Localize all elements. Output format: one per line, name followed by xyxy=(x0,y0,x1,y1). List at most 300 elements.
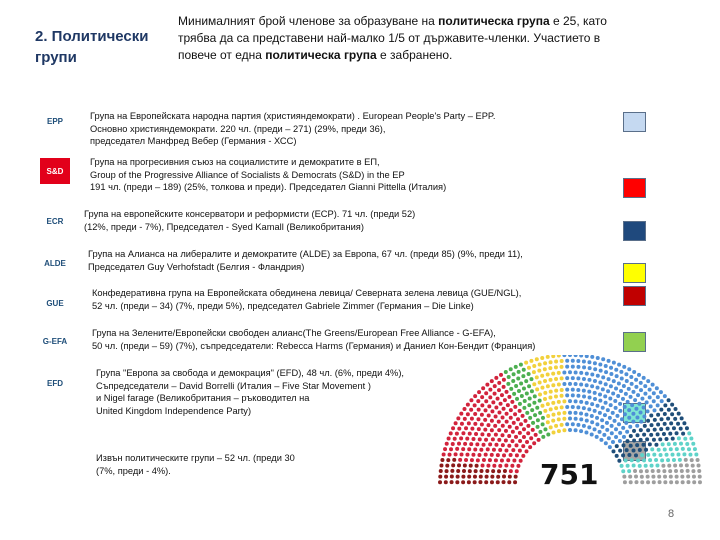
seat-dot-ALDE xyxy=(546,355,550,359)
seat-dot-NI xyxy=(697,469,701,473)
seat-dot-ECR xyxy=(638,448,642,452)
seat-dot-SD xyxy=(459,436,463,440)
seat-dot-EPP xyxy=(639,388,643,392)
group-description xyxy=(90,156,446,194)
seat-dot-Greens xyxy=(504,370,508,374)
seat-dot-EPP xyxy=(590,414,594,418)
seat-dot-EPP xyxy=(627,408,631,412)
seat-dot-SD xyxy=(481,463,485,467)
seat-dot-ECR xyxy=(682,421,686,425)
seat-dot-ECR xyxy=(670,412,674,416)
seat-dot-SD xyxy=(488,442,492,446)
seat-dot-ECR xyxy=(659,427,663,431)
seat-dot-EPP xyxy=(634,407,638,411)
seat-dot-Greens xyxy=(531,421,535,425)
seat-dot-Greens xyxy=(514,365,518,369)
seat-dot-SD xyxy=(445,442,449,446)
seat-dot-EPP xyxy=(590,384,594,388)
seat-dot-Greens xyxy=(516,376,520,380)
seat-dot-EFD xyxy=(672,458,676,462)
seat-dot-EPP xyxy=(635,424,639,428)
seat-dot-EPP xyxy=(590,355,594,359)
seat-dot-GUE xyxy=(440,458,444,462)
seat-dot-EFD xyxy=(624,458,628,462)
seat-dot-NI xyxy=(663,475,667,479)
seat-dot-SD xyxy=(456,416,460,420)
group-description xyxy=(96,367,404,417)
seat-dot-ALDE xyxy=(540,374,544,378)
seat-dot-ALDE xyxy=(557,417,561,421)
seat-dot-ECR xyxy=(629,434,633,438)
seat-dot-ECR xyxy=(632,438,636,442)
seat-dot-ALDE xyxy=(524,361,528,365)
group-line: Group of the Progressive Alliance of Socialists & Democrats (S&D) in the EP xyxy=(90,169,405,180)
seat-dot-EFD xyxy=(644,464,648,468)
seat-dot-ECR xyxy=(642,443,646,447)
seat-dot-EPP xyxy=(565,359,569,363)
seat-dot-ECR xyxy=(666,427,670,431)
seat-dot-ALDE xyxy=(532,382,536,386)
seat-dot-EFD xyxy=(685,442,689,446)
seat-dot-EFD xyxy=(620,464,624,468)
seat-dot-EPP xyxy=(587,407,591,411)
seat-dot-EPP xyxy=(614,427,618,431)
seat-dot-GUE xyxy=(478,480,482,484)
seat-dot-EPP xyxy=(593,361,597,365)
seat-dot-Greens xyxy=(512,372,516,376)
seat-dot-SD xyxy=(510,400,514,404)
seat-dot-EPP xyxy=(631,420,635,424)
seat-dot-NI xyxy=(674,469,678,473)
seat-dot-Greens xyxy=(527,384,531,388)
seat-dot-NI xyxy=(639,469,643,473)
seat-dot-SD xyxy=(501,443,505,447)
seat-dot-EPP xyxy=(593,379,597,383)
seat-dot-SD xyxy=(464,458,468,462)
seat-dot-GUE xyxy=(485,469,489,473)
seat-dot-ECR xyxy=(656,422,660,426)
seat-dot-EPP xyxy=(582,394,586,398)
seat-dot-SD xyxy=(497,438,501,442)
seat-dot-EFD xyxy=(632,464,636,468)
seat-dot-ALDE xyxy=(546,384,550,388)
seat-dot-SD xyxy=(502,453,506,457)
seat-dot-EPP xyxy=(568,416,572,420)
seat-dot-EPP xyxy=(659,390,663,394)
seat-dot-EPP xyxy=(579,371,583,375)
seat-dot-EFD xyxy=(627,469,631,473)
seat-dot-EFD xyxy=(677,436,681,440)
seat-dot-SD xyxy=(469,408,473,412)
seat-dot-NI xyxy=(680,475,684,479)
seat-dot-SD xyxy=(487,414,491,418)
seat-dot-SD xyxy=(453,437,457,441)
seat-dot-SD xyxy=(525,449,529,453)
seat-dot-NI xyxy=(669,475,673,479)
seat-dot-ALDE xyxy=(551,372,555,376)
seat-dot-EPP xyxy=(607,359,611,363)
seat-dot-EPP xyxy=(655,386,659,390)
seat-dot-ECR xyxy=(643,424,647,428)
seat-dot-ECR xyxy=(617,459,621,463)
seat-dot-EFD xyxy=(687,447,691,451)
seat-dot-GUE xyxy=(450,480,454,484)
seat-dot-EPP xyxy=(637,373,641,377)
seat-dot-EPP xyxy=(568,382,572,386)
seat-dot-EPP xyxy=(603,413,607,417)
slide-title: 2. Политически групи xyxy=(35,28,149,66)
seat-dot-NI xyxy=(681,480,685,484)
seat-dot-EPP xyxy=(604,364,608,368)
seat-dot-GUE xyxy=(507,480,511,484)
seat-dot-EPP xyxy=(568,355,572,357)
seat-dot-ECR xyxy=(663,403,667,407)
seat-dot-NI xyxy=(691,469,695,473)
seat-dot-EPP xyxy=(652,408,656,412)
seat-dot-GUE xyxy=(496,475,500,479)
seat-dot-ECR xyxy=(634,453,638,457)
seat-dot-EPP xyxy=(590,373,594,377)
seat-dot-EFD xyxy=(650,447,654,451)
seat-dot-Greens xyxy=(541,435,545,439)
seat-dot-SD xyxy=(505,420,509,424)
group-line: (12%, преди - 7%), Председател - Syed Kamall (Великобритания) xyxy=(84,221,364,232)
seat-dot-EPP xyxy=(611,411,615,415)
seat-dot-GUE xyxy=(484,480,488,484)
seat-dot-Greens xyxy=(541,416,545,420)
seat-dot-SD xyxy=(467,421,471,425)
seat-dot-NI xyxy=(661,464,665,468)
seat-dot-ALDE xyxy=(552,431,556,435)
seat-dot-EPP xyxy=(574,428,578,432)
seat-dot-ECR xyxy=(627,453,631,457)
seat-dot-NI xyxy=(645,469,649,473)
seat-dot-EFD xyxy=(691,442,695,446)
seat-dot-SD xyxy=(463,442,467,446)
seat-dot-EPP xyxy=(628,425,632,429)
seat-dot-SD xyxy=(462,407,466,411)
seat-dot-SD xyxy=(454,421,458,425)
seat-dot-NI xyxy=(652,480,656,484)
seat-dot-EPP xyxy=(599,369,603,373)
seat-dot-EPP xyxy=(649,404,653,408)
group-logo-icon: G-EFA xyxy=(40,328,70,354)
seat-dot-ALDE xyxy=(540,386,544,390)
seat-dot-EPP xyxy=(660,399,664,403)
seat-dot-EFD xyxy=(621,469,625,473)
seat-dot-EPP xyxy=(599,438,603,442)
seat-dot-EFD xyxy=(650,464,654,468)
seat-dot-EPP xyxy=(604,401,608,405)
seat-dot-EPP xyxy=(640,397,644,401)
seat-dot-ECR xyxy=(679,427,683,431)
group-logo-icon: EPP xyxy=(40,108,70,134)
seat-dot-EPP xyxy=(608,445,612,449)
seat-dot-NI xyxy=(690,458,694,462)
seat-dot-ALDE xyxy=(554,394,558,398)
seat-dot-ALDE xyxy=(548,366,552,370)
seat-dot-GUE xyxy=(491,469,495,473)
seat-dot-EPP xyxy=(630,382,634,386)
seat-dot-SD xyxy=(518,449,522,453)
seat-dot-SD xyxy=(500,393,504,397)
seat-dot-EPP xyxy=(565,405,569,409)
seat-dot-SD xyxy=(504,464,508,468)
seat-dot-SD xyxy=(460,452,464,456)
seat-dot-EPP xyxy=(571,388,575,392)
seat-dot-NI xyxy=(686,480,690,484)
seat-dot-SD xyxy=(515,453,519,457)
seat-dot-EPP xyxy=(587,360,591,364)
seat-dot-EPP xyxy=(622,384,626,388)
seat-dot-EFD xyxy=(663,448,667,452)
seat-dot-EFD xyxy=(657,448,661,452)
seat-dot-EPP xyxy=(585,401,589,405)
seat-dot-SD xyxy=(473,422,477,426)
seat-dot-Greens xyxy=(525,392,529,396)
group-line: (7%, преди - 4%). xyxy=(96,465,171,476)
seat-dot-Greens xyxy=(506,382,510,386)
seat-dot-Greens xyxy=(507,375,511,379)
seat-dot-SD xyxy=(484,391,488,395)
seat-dot-EPP xyxy=(598,380,602,384)
seat-dot-ECR xyxy=(646,428,650,432)
seat-dot-ECR xyxy=(636,433,640,437)
seat-dot-EPP xyxy=(622,435,626,439)
seat-dot-EPP xyxy=(605,428,609,432)
seat-dot-NI xyxy=(622,475,626,479)
seat-dot-SD xyxy=(494,405,498,409)
seat-dot-EFD xyxy=(636,459,640,463)
seat-dot-EPP xyxy=(571,393,575,397)
seat-dot-NI xyxy=(685,463,689,467)
seat-dot-EPP xyxy=(596,374,600,378)
seat-dot-EPP xyxy=(584,431,588,435)
seat-dot-ALDE xyxy=(532,364,536,368)
seat-dot-EPP xyxy=(604,370,608,374)
seat-dot-NI xyxy=(679,463,683,467)
seat-dot-SD xyxy=(537,438,541,442)
seat-dot-EPP xyxy=(607,377,611,381)
seat-dot-SD xyxy=(526,424,530,428)
seat-dot-SD xyxy=(490,409,494,413)
seat-dot-ECR xyxy=(654,443,658,447)
seat-dot-EFD xyxy=(654,458,658,462)
seat-dot-GUE xyxy=(439,463,443,467)
seat-dot-EPP xyxy=(579,429,583,433)
seat-dot-SD xyxy=(507,444,511,448)
seat-dot-ECR xyxy=(644,448,648,452)
seat-dot-NI xyxy=(667,464,671,468)
seat-dot-SD xyxy=(477,417,481,421)
seat-dot-NI xyxy=(692,480,696,484)
seat-dot-SD xyxy=(506,403,510,407)
seat-dot-ALDE xyxy=(549,425,553,429)
seat-dot-EPP xyxy=(585,372,589,376)
seat-dot-SD xyxy=(518,439,522,443)
seat-dot-ECR xyxy=(666,417,670,421)
seat-dot-ALDE xyxy=(538,392,542,396)
seat-dot-GUE xyxy=(446,458,450,462)
seat-dot-ECR xyxy=(618,449,622,453)
group-line: United Kingdom Independence Party) xyxy=(96,405,252,416)
seat-dot-SD xyxy=(513,405,517,409)
seat-dot-ECR xyxy=(670,403,674,407)
seat-dot-SD xyxy=(465,437,469,441)
seat-dot-EPP xyxy=(645,400,649,404)
seat-dot-Greens xyxy=(538,399,542,403)
seat-dot-EPP xyxy=(579,355,583,357)
seat-dot-Greens xyxy=(530,408,534,412)
seat-dot-EPP xyxy=(615,414,619,418)
seat-dot-SD xyxy=(509,416,513,420)
group-description xyxy=(92,287,521,312)
seat-dot-EPP xyxy=(582,360,586,364)
seat-dot-GUE xyxy=(438,475,442,479)
seat-dot-GUE xyxy=(455,480,459,484)
seat-dot-EFD xyxy=(652,453,656,457)
seat-dot-ALDE xyxy=(535,375,539,379)
seat-dot-EPP xyxy=(574,382,578,386)
seat-dot-SD xyxy=(497,420,501,424)
seat-dot-SD xyxy=(473,403,477,407)
seat-dot-ECR xyxy=(673,417,677,421)
seat-dot-EFD xyxy=(694,453,698,457)
seat-dot-SD xyxy=(477,427,481,431)
seat-dot-GUE xyxy=(508,475,512,479)
seat-dot-SD xyxy=(465,453,469,457)
seat-dot-EPP xyxy=(614,435,618,439)
seat-dot-EPP xyxy=(634,378,638,382)
seat-dot-ECR xyxy=(615,444,619,448)
seat-dot-EPP xyxy=(612,379,616,383)
seat-dot-SD xyxy=(519,422,523,426)
seat-dot-EPP xyxy=(627,387,631,391)
seat-dot-GUE xyxy=(457,463,461,467)
seat-dot-SD xyxy=(497,388,501,392)
seat-dot-SD xyxy=(482,458,486,462)
seat-dot-ALDE xyxy=(562,411,566,415)
seat-dot-EPP xyxy=(646,379,650,383)
seat-dot-EPP xyxy=(576,405,580,409)
seat-dot-Greens xyxy=(533,413,537,417)
seat-dot-SD xyxy=(496,397,500,401)
group-line: Основно християндемократи. 220 чл. (преди – 271) (29%, преди 36), xyxy=(90,123,386,134)
seat-dot-GUE xyxy=(479,475,483,479)
seat-dot-EPP xyxy=(636,393,640,397)
seat-dot-ECR xyxy=(656,432,660,436)
seat-dot-ALDE xyxy=(551,401,555,405)
seat-dot-SD xyxy=(518,409,522,413)
group-color-swatch xyxy=(623,221,646,241)
seat-dot-EPP xyxy=(618,402,622,406)
seat-dot-SD xyxy=(504,448,508,452)
seat-dot-EPP xyxy=(585,383,589,387)
seat-dot-EPP xyxy=(631,412,635,416)
seat-dot-GUE xyxy=(468,469,472,473)
seat-dot-EPP xyxy=(588,396,592,400)
seat-dot-SD xyxy=(519,459,523,463)
group-color-swatch xyxy=(623,286,646,306)
seat-dot-SD xyxy=(503,398,507,402)
seat-dot-Greens xyxy=(532,401,536,405)
seat-dot-EPP xyxy=(626,400,630,404)
seat-dot-EPP xyxy=(634,385,638,389)
seat-dot-SD xyxy=(506,458,510,462)
seat-dot-SD xyxy=(490,428,494,432)
seat-dot-SD xyxy=(455,432,459,436)
group-line: Група "Европа за свобода и демокрация" (EFD), 48 чл. (6%, преди 4%), xyxy=(96,368,404,378)
seat-dot-SD xyxy=(515,426,519,430)
seat-dot-ECR xyxy=(653,428,657,432)
seat-dot-ECR xyxy=(671,437,675,441)
seat-dot-EPP xyxy=(627,416,631,420)
seat-dot-SD xyxy=(504,438,508,442)
seat-dot-EFD xyxy=(626,464,630,468)
seat-dot-ALDE xyxy=(562,428,566,432)
group-color-swatch xyxy=(623,178,646,198)
seat-dot-GUE xyxy=(456,469,460,473)
seat-dot-EPP xyxy=(574,399,578,403)
seat-dot-SD xyxy=(504,429,508,433)
seat-dot-SD xyxy=(463,417,467,421)
seat-dot-EFD xyxy=(648,458,652,462)
seat-dot-GUE xyxy=(438,480,442,484)
seat-dot-SD xyxy=(488,395,492,399)
seat-dot-SD xyxy=(443,447,447,451)
seat-dot-GUE xyxy=(450,469,454,473)
seat-dot-EPP xyxy=(579,382,583,386)
seat-dot-NI xyxy=(680,469,684,473)
seat-dot-GUE xyxy=(490,480,494,484)
seat-dot-ECR xyxy=(668,432,672,436)
seat-dot-EFD xyxy=(640,453,644,457)
seat-dot-ALDE xyxy=(557,412,561,416)
seat-dot-EPP xyxy=(635,416,639,420)
seat-dot-EFD xyxy=(646,453,650,457)
seat-dot-EPP xyxy=(590,420,594,424)
seat-dot-ALDE xyxy=(548,396,552,400)
group-line: Група на прогресивния съюз на социалистите и демократите в ЕП, xyxy=(90,157,380,167)
group-description xyxy=(84,208,415,233)
seat-dot-EPP xyxy=(571,359,575,363)
seat-dot-Greens xyxy=(509,367,513,371)
seat-dot-SD xyxy=(464,426,468,430)
seat-dot-ALDE xyxy=(527,366,531,370)
seat-dot-EPP xyxy=(663,394,667,398)
seat-dot-EPP xyxy=(605,421,609,425)
seat-dot-SD xyxy=(478,437,482,441)
seat-dot-Greens xyxy=(541,422,545,426)
seat-dot-Greens xyxy=(523,399,527,403)
seat-dot-NI xyxy=(668,469,672,473)
seat-dot-EPP xyxy=(579,400,583,404)
seat-dot-EPP xyxy=(601,387,605,391)
seat-dot-ALDE xyxy=(557,371,561,375)
seat-dot-ALDE xyxy=(552,413,556,417)
seat-dot-EPP xyxy=(611,392,615,396)
seat-dot-Greens xyxy=(538,430,542,434)
seat-dot-GUE xyxy=(479,469,483,473)
seat-dot-SD xyxy=(447,436,451,440)
seat-dot-SD xyxy=(488,388,492,392)
seat-dot-SD xyxy=(481,386,485,390)
seat-dot-SD xyxy=(518,431,522,435)
seat-dot-ALDE xyxy=(538,363,542,367)
seat-dot-ECR xyxy=(632,429,636,433)
seat-dot-EPP xyxy=(582,389,586,393)
seat-dot-ECR xyxy=(653,418,657,422)
